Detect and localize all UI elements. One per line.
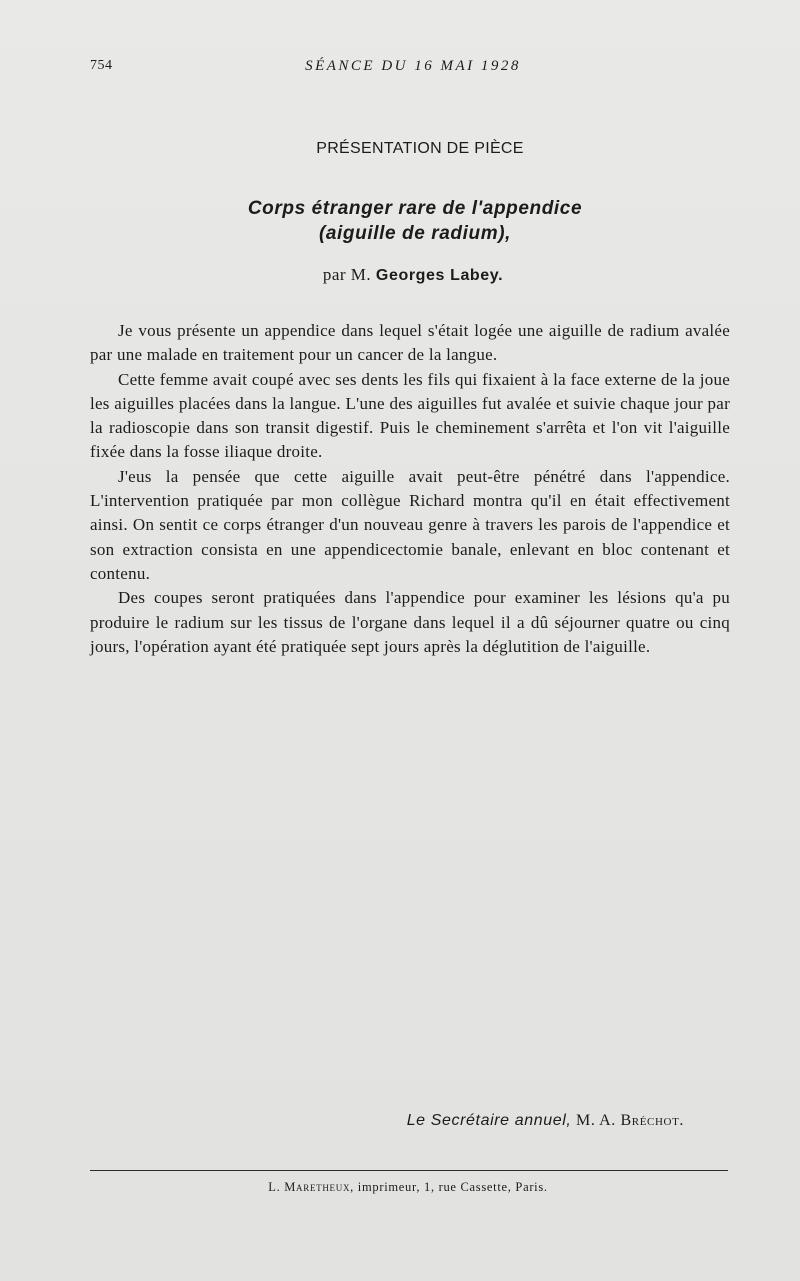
byline-prefix: par M. bbox=[322, 265, 372, 284]
signature-name: Bréchot. bbox=[620, 1112, 684, 1129]
article-title bbox=[0, 196, 800, 246]
paragraph-3: J'eus la pensée que cette aiguille avait peut-être pénétré dans l'appendice. L'intervention pratiquée par mon collègue Richard montra qu'il en était effectivement ainsi. On sentit ce corps étranger d'un nouveau genre à travers les parois de l'appendice et son extraction consista en une appendicectomie banale, enlevant en bloc contenant et contenu. bbox=[90, 466, 730, 583]
imprint-address: , imprimeur, 1, rue Cassette, Paris. bbox=[350, 1180, 548, 1194]
article-title-line-1: Corps étranger rare de l'appendice bbox=[247, 198, 583, 219]
article-title-line-2: (aiguille de radium), bbox=[318, 223, 512, 244]
paragraph-2: Cette femme avait coupé avec ses dents les fils qui fixaient à la face externe de la joue les aiguilles placées dans la langue. L'une des aiguilles fut avalée et suivie chaque jour par la radioscopie dans son transit digestif. Puis le cheminement s'arrêta et l'on vit l'aiguille fixée dans la fosse iliaque droite. bbox=[90, 369, 730, 462]
footer-divider bbox=[90, 1170, 728, 1171]
page-number: 754 bbox=[90, 58, 113, 73]
section-heading: PRÉSENTATION DE PIÈCE bbox=[316, 140, 524, 157]
printer-imprint bbox=[0, 1180, 800, 1195]
paragraph-1: Je vous présente un appendice dans lequel s'était logée une aiguille de radium avalée par une malade en traitement pour un cancer de la langue. bbox=[90, 321, 730, 365]
imprint-printer-name: Maretheux bbox=[284, 1180, 351, 1194]
byline bbox=[0, 265, 800, 285]
paragraph-4: Des coupes seront pratiquées dans l'appendice pour examiner les lésions qu'a pu produire le radium sur les tissus de l'organe dans lequel il a dû séjourner quatre ou cinq jours, l'opération ayant été pratiquée sept jours après la déglutition de l'aiguille. bbox=[90, 588, 730, 656]
signature bbox=[0, 1112, 684, 1130]
signature-role: Le Secrétaire annuel, bbox=[406, 1112, 572, 1129]
imprint-initial: L. bbox=[268, 1180, 281, 1194]
article-body bbox=[90, 319, 730, 659]
running-head bbox=[90, 58, 730, 78]
running-title: SÉANCE DU 16 MAI 1928 bbox=[305, 58, 521, 74]
byline-author: Georges Labey. bbox=[375, 267, 504, 284]
signature-name-prefix: M. A. bbox=[576, 1112, 616, 1129]
